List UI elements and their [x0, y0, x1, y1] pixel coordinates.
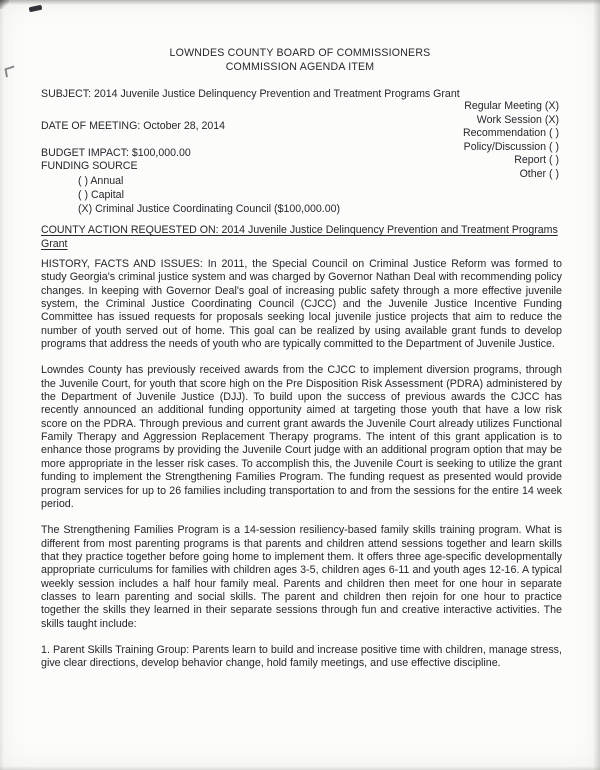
scan-edge-left	[0, 0, 4, 770]
org-title: LOWNDES COUNTY BOARD OF COMMISSIONERS	[169, 47, 431, 59]
meeting-type-work-session: Work Session (X)	[476, 113, 559, 126]
paragraph-previous-awards: Lowndes County has previously received awards from the CJCC to implement diversion programs, through the Juvenile Court, for youth that score high on the Pre Disposition Risk Assessment (PDRA) administered by the Department of Juvenile Justice (DJJ). To build upon the success of previous awards the CJCC has recently announced an additional funding opportunity aimed at targeting those youth that have a low risk score on the PDRA. Through previous and current grant awards the Juvenile Court already utilizes Functional Family Therapy and Aggression Replacement Therapy programs. The intent of this grant application is to enhance those programs by providing the Juvenile Court judge with an additional program option that may be more appropriate in the lesser risk cases. To accomplish this, the Juvenile Court is seeking to utilize the grant funding to implement the Strengthening Families Program. The funding request as presented would provide program services for up to 26 families including transportation to and from the sessions for the entire 14 week period.	[41, 364, 562, 510]
funding-option-capital: ( ) Capital	[78, 189, 124, 201]
scan-artifact-corner	[0, 0, 9, 9]
doc-title: COMMISSION AGENDA ITEM	[225, 60, 375, 73]
funding-option-list	[78, 174, 340, 216]
document-body	[41, 258, 562, 684]
meeting-type-regular: Regular Meeting (X)	[464, 100, 559, 112]
document-header	[0, 47, 600, 74]
subject-line: SUBJECT: 2014 Juvenile Justice Delinquency Prevention and Treatment Programs Grant	[41, 88, 460, 100]
paragraph-parent-skills-group: 1. Parent Skills Training Group: Parents learn to build and increase positive time with children, manage stress, give clear directions, develop behavior change, hold family meetings, and use effective discipline.	[41, 643, 562, 670]
scan-edge-right	[593, 0, 600, 770]
date-of-meeting: DATE OF MEETING: October 28, 2014	[41, 120, 226, 132]
paragraph-program-description: The Strengthening Families Program is a 14-session resiliency-based family skills training program. What is different from most parenting programs is that parents and children attend sessions together and learn skills that they practice together before going home to implement them. It offers three age-specific developmentally appropriate curriculums for families with children ages 3-5, children ages 6-11 and youth ages 12-16. A typical weekly session includes a half hour family meal. Parents and children then meet for one hour in separate classes to learn parenting and social skills. The parent and children then rejoin for one hour to practice together the skills they learned in their separate sessions through fun and creative interactive activities. The skills taught include:	[41, 524, 562, 630]
funding-source-label: FUNDING SOURCE	[41, 160, 138, 172]
meeting-type-other: Other ( )	[519, 167, 559, 180]
meeting-type-list	[463, 100, 559, 182]
meeting-type-recommendation: Recommendation ( )	[463, 127, 559, 140]
budget-impact: BUDGET IMPACT: $100,000.00	[41, 147, 191, 159]
scan-edge-top	[0, 0, 600, 5]
funding-option-cjcc: (X) Criminal Justice Coordinating Council ($100,000.00)	[78, 203, 341, 215]
scan-artifact-ink-blot	[29, 5, 43, 13]
scan-edge-bottom	[0, 766, 600, 770]
county-action-requested: COUNTY ACTION REQUESTED ON: 2014 Juvenile Justice Delinquency Prevention and Treatment Programs Grant	[41, 224, 558, 250]
paragraph-history-facts-issues: HISTORY, FACTS AND ISSUES: In 2011, the Special Council on Criminal Justice Reform was formed to study Georgia's criminal justice system and was charged by Governor Nathan Deal with recommending policy changes. In keeping with Governor Deal's goal of increasing public safety through a more effective juvenile system, the Criminal Justice Coordinating Council (CJCC) and the Juvenile Justice Incentive Funding Committee has issued requests for proposals seeking local juvenile justice projects that aim to reduce the number of youth served out of home. This goal can be realized by using available grant funds to develop programs that address the needs of youth who are typically committed to the Department of Juvenile Justice.	[41, 258, 562, 351]
meeting-type-report: Report ( )	[514, 154, 559, 167]
meeting-type-policy-discussion: Policy/Discussion ( )	[463, 140, 559, 153]
funding-option-annual: ( ) Annual	[78, 175, 124, 187]
